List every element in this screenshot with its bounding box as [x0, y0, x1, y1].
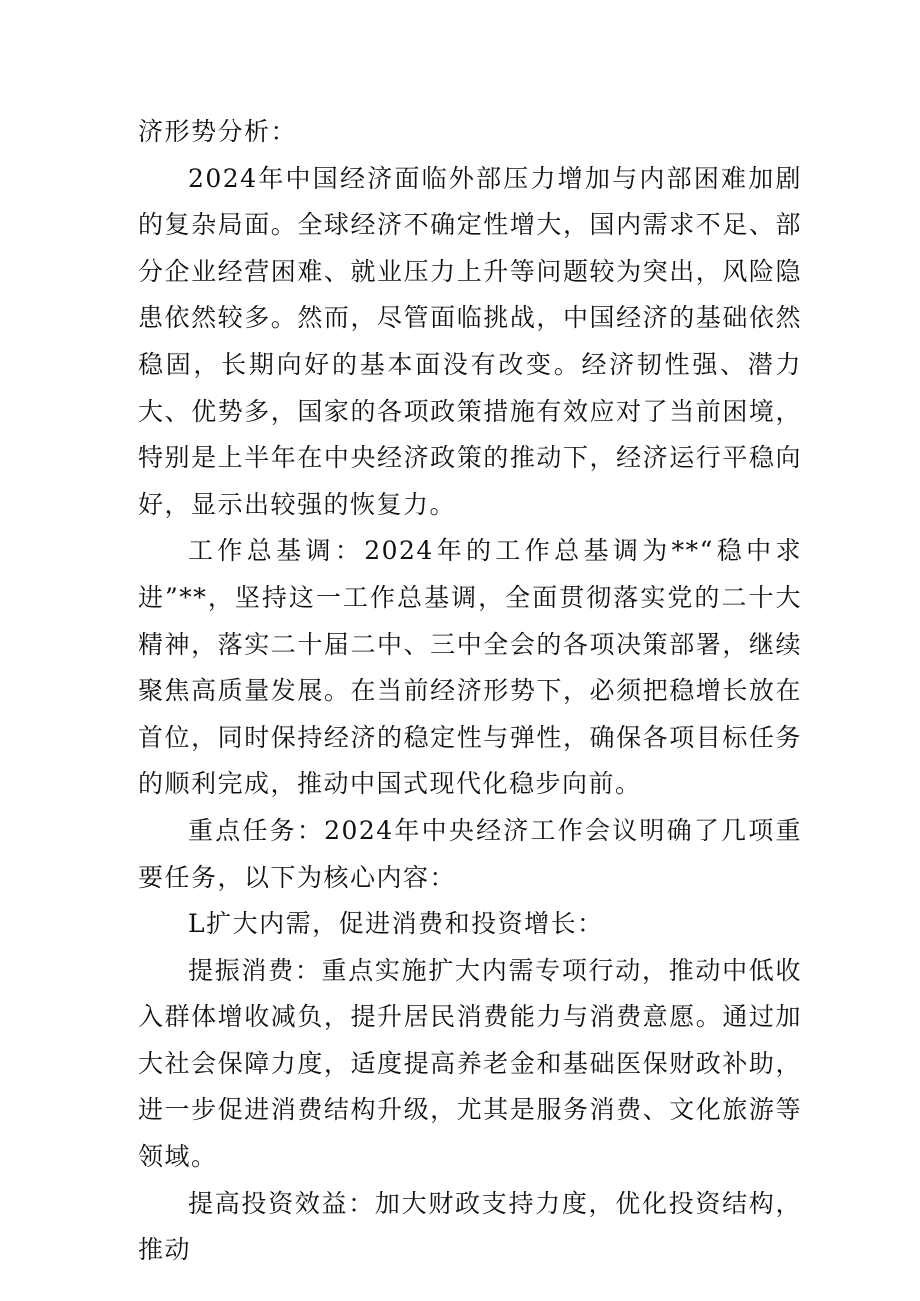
paragraph-improve-investment: 提高投资效益：加大财政支持力度，优化投资结构，推动	[138, 1188, 802, 1265]
paragraph-key-tasks: 重点任务：2024年中央经济工作会议明确了几项重要任务，以下为核心内容：	[138, 815, 802, 892]
document-body	[138, 109, 802, 1274]
paragraph-boost-consumption: 提振消费：重点实施扩大内需专项行动，推动中低收入群体增收减负，提升居民消费能力与消费意愿。通过加大社会保障力度，适度提高养老金和基础医保财政补助，进一步促进消费结构升级，尤其是服务消费、文化旅游等领域。	[138, 955, 802, 1172]
paragraph-economic-situation: 2024年中国经济面临外部压力增加与内部困难加剧的复杂局面。全球经济不确定性增大，国内需求不足、部分企业经营困难、就业压力上升等问题较为突出，风险隐患依然较多。然而，尽管面临挑战，中国经济的基础依然稳固，长期向好的基本面没有改变。经济韧性强、潜力大、优势多，国家的各项政策措施有效应对了当前困境，特别是上半年在中央经济政策的推动下，经济运行平稳向好，显示出较强的恢复力。	[138, 163, 802, 519]
paragraph-economic-analysis-tail: 济形势分析：	[138, 117, 298, 146]
paragraph-work-keynote: 工作总基调：2024年的工作总基调为**“稳中求进”**，坚持这一工作总基调，全面贯彻落实党的二十大精神，落实二十届二中、三中全会的各项决策部署，继续聚焦高质量发展。在当前经济形势下，必须把稳增长放在首位，同时保持经济的稳定性与弹性，确保各项目标任务的顺利完成，推动中国式现代化稳步向前。	[138, 536, 802, 799]
paragraph-expand-domestic-demand: L扩大内需，促进消费和投资增长：	[188, 909, 604, 939]
